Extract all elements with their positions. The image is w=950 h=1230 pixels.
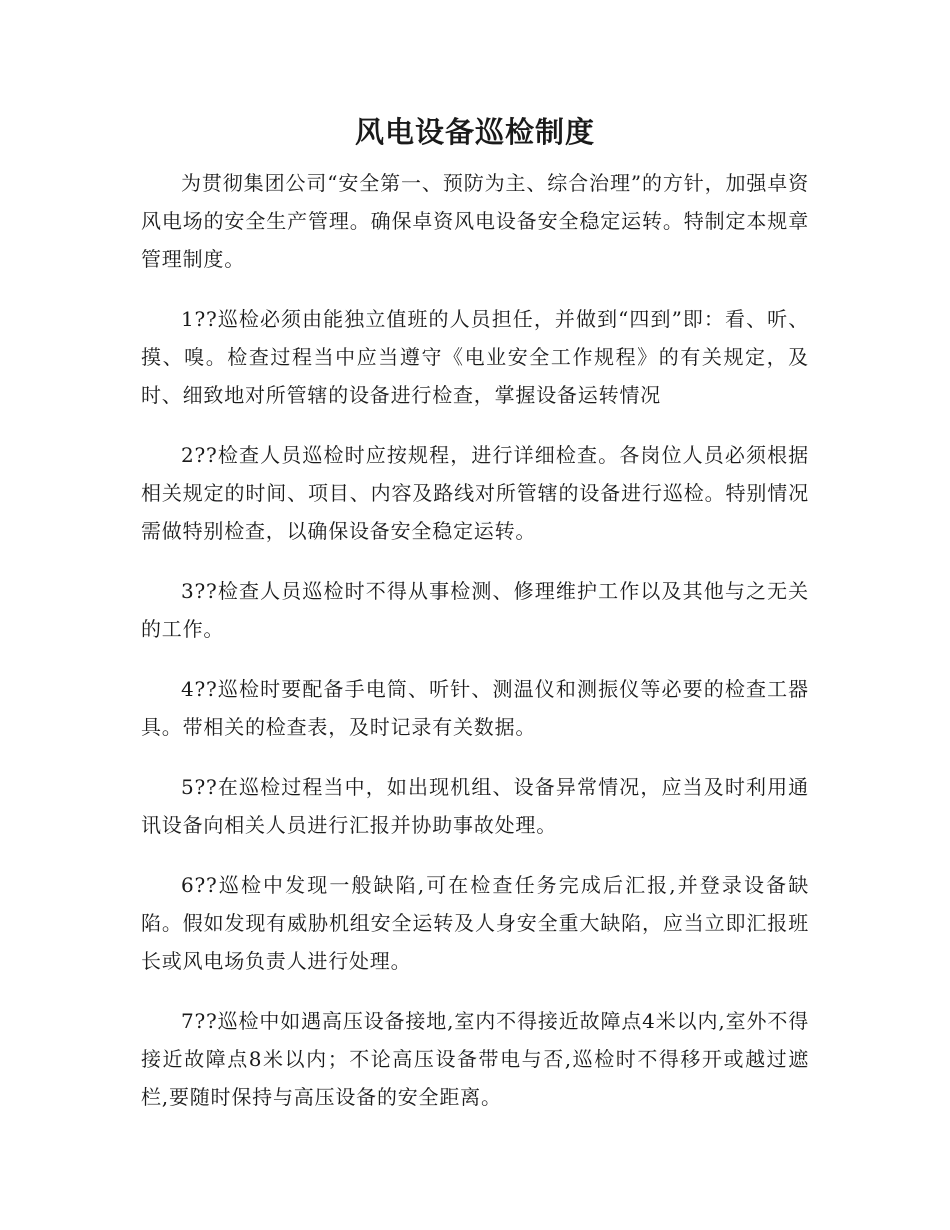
rule-paragraph-3: 3??检查人员巡检时不得从事检测、修理维护工作以及其他与之无关的工作。: [141, 579, 809, 641]
rule-paragraph-4: 4??巡检时要配备手电筒、听针、测温仪和测振仪等必要的检查工器具。带相关的检查表，及时记录有关数据。: [141, 677, 809, 739]
rule-paragraph-7: 7??巡检中如遇高压设备接地,室内不得接近故障点4米以内,室外不得接近故障点8米以内；不论高压设备带电与否,巡检时不得移开或越过遮栏,要随时保持与高压设备的安全距离。: [141, 1009, 809, 1109]
rule-paragraph-6: 6??巡检中发现一般缺陷,可在检查任务完成后汇报,并登录设备缺陷。假如发现有威胁机组安全运转及人身安全重大缺陷，应当立即汇报班长或风电场负责人进行处理。: [141, 873, 809, 973]
intro-paragraph: 为贯彻集团公司“安全第一、预防为主、综合治理”的方针，加强卓资风电场的安全生产管理。确保卓资风电设备安全稳定运转。特制定本规章管理制度。: [141, 171, 809, 271]
rule-paragraph-1: 1??巡检必须由能独立值班的人员担任，并做到“四到”即：看、听、摸、嗅。检查过程当中应当遵守《电业安全工作规程》的有关规定，及时、细致地对所管辖的设备进行检查，掌握设备运转情况: [141, 307, 809, 407]
rule-paragraph-5: 5??在巡检过程当中，如出现机组、设备异常情况，应当及时利用通讯设备向相关人员进行汇报并协助事故处理。: [141, 775, 809, 837]
rule-paragraph-2: 2??检查人员巡检时应按规程，进行详细检查。各岗位人员必须根据相关规定的时间、项目、内容及路线对所管辖的设备进行巡检。特别情况需做特别检查，以确保设备安全稳定运转。: [141, 443, 809, 543]
document-body: [141, 164, 809, 1138]
document-title: 风电设备巡检制度: [354, 115, 595, 149]
